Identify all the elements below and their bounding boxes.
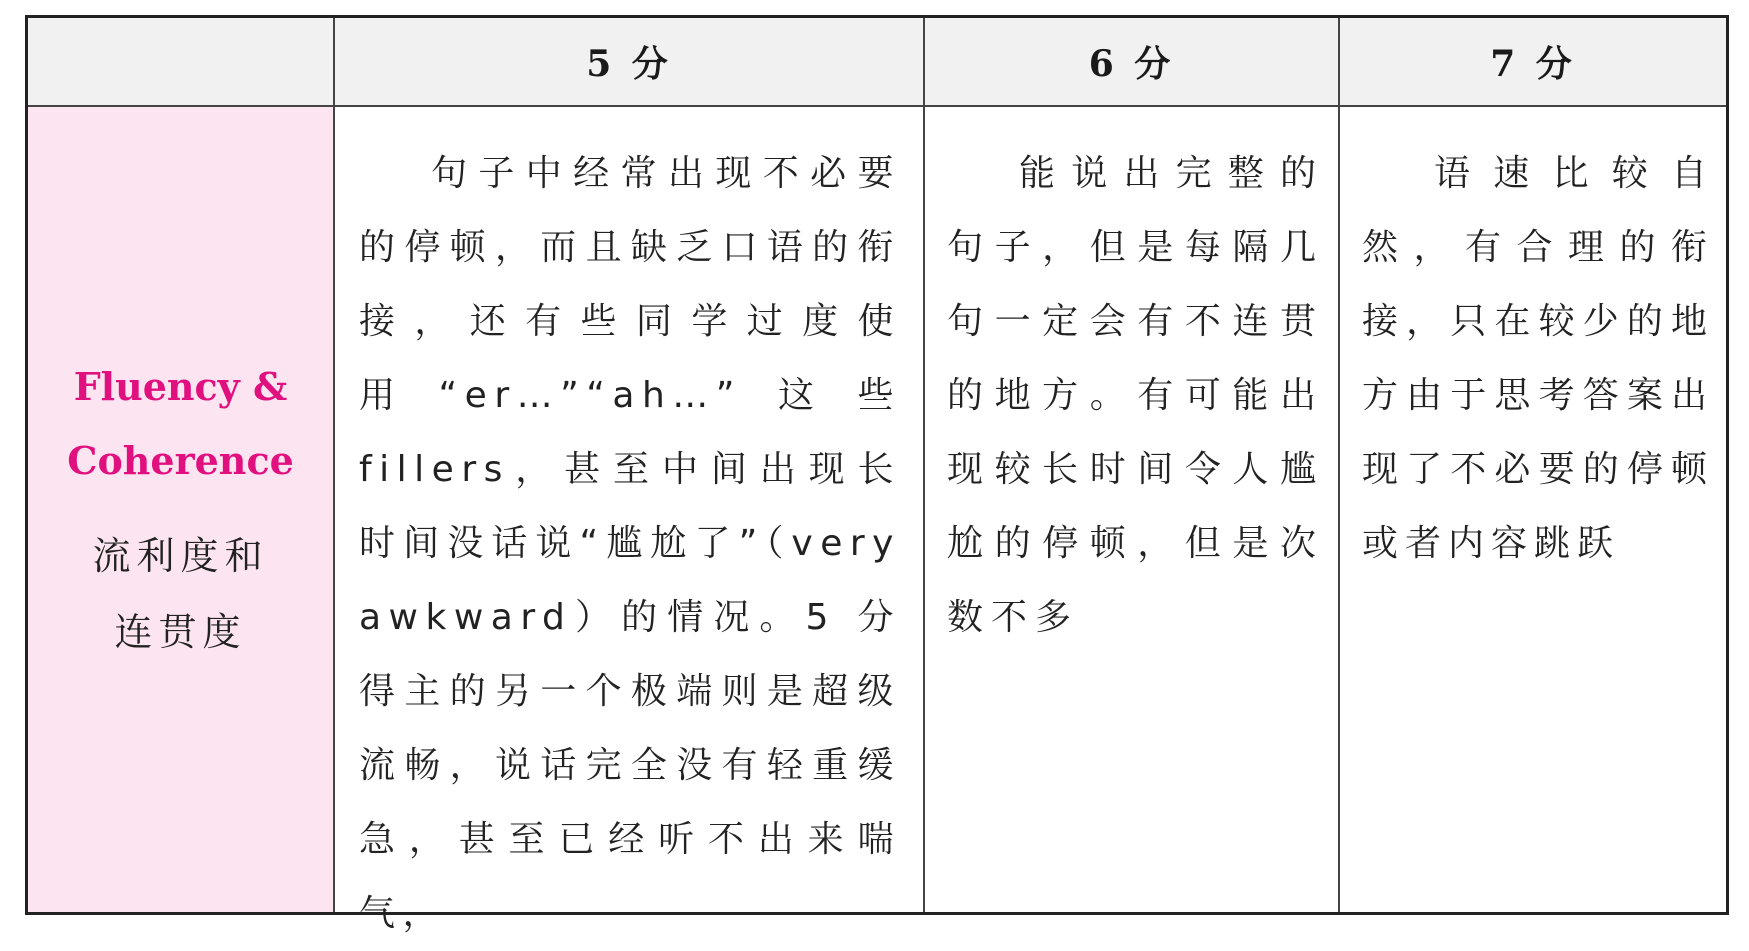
- criterion-name-en-line2: Coherence: [67, 437, 294, 483]
- descriptor-cell-7: [1340, 107, 1726, 912]
- criterion-label-cell: [28, 107, 333, 912]
- column-divider: [1338, 18, 1340, 912]
- criterion-name-en-line1: Fluency &: [73, 363, 288, 409]
- criterion-name-zh: 流利度和连贯度: [92, 533, 269, 654]
- descriptor-cell-6: [925, 107, 1338, 912]
- header-score-6: 6 分: [925, 18, 1338, 105]
- descriptor-cell-5: [335, 107, 923, 934]
- column-divider: [333, 18, 335, 912]
- scoring-table: [25, 15, 1729, 934]
- header-corner-cell: [28, 18, 333, 105]
- descriptor-text-6: 能说出完整的句子，但是每隔几句一定会有不连贯的地方。有可能出现较长时间令人尴尬的停顿，但是次数不多: [947, 153, 1324, 638]
- descriptor-text-7: 语速比较自然，有合理的衔接，只在较少的地方由于思考答案出现了不必要的停顿或者内容跳跃: [1362, 153, 1714, 564]
- column-divider: [923, 18, 925, 912]
- header-divider: [28, 105, 1726, 107]
- header-score-7: 7 分: [1340, 18, 1726, 105]
- descriptor-text-5: 句子中经常出现不必要的停顿，而且缺乏口语的衔接，还有些同学过度使用“er…”“ah…”这些 fillers，甚至中间出现长时间没话说“尴尬了”（very awkward）的情况。5 分得主的另一个极端则是超级流畅，说话完全没有轻重缓急，甚至已经听不出来喘气，: [359, 153, 901, 934]
- header-score-5: 5 分: [335, 18, 923, 105]
